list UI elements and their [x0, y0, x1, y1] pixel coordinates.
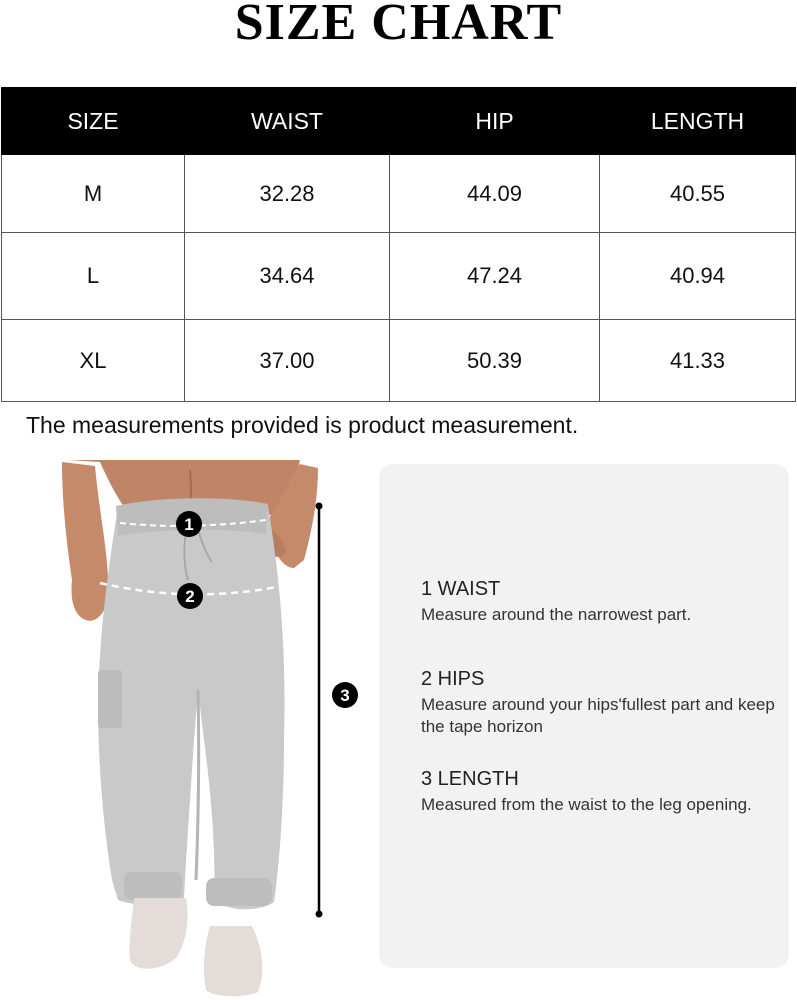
cell-waist: 34.64	[185, 233, 390, 320]
table-row	[2, 320, 796, 402]
guide-title: 2 HIPS	[421, 668, 485, 690]
cell-hip: 44.09	[390, 155, 600, 233]
left-cuff	[124, 872, 182, 900]
right-cuff	[206, 878, 272, 906]
cell-waist: 32.28	[185, 155, 390, 233]
header-hip: HIP	[390, 88, 600, 155]
marker-2-icon	[177, 583, 203, 609]
cell-size: XL	[2, 320, 185, 402]
svg-text:1: 1	[184, 515, 194, 534]
size-table	[1, 87, 796, 402]
measurement-note: The measurements provided is product measurement.	[26, 412, 579, 438]
svg-text:2: 2	[185, 587, 195, 606]
guide-title: 1 WAIST	[421, 578, 501, 600]
table-header-row	[2, 88, 796, 155]
table-row	[2, 233, 796, 320]
measurement-guide-panel	[379, 464, 789, 968]
marker-3-icon	[332, 682, 358, 708]
guide-item-hips	[421, 667, 781, 738]
guide-description: Measure around your hips'fullest part and keep the tape horizon	[421, 695, 775, 736]
header-waist: WAIST	[185, 88, 390, 155]
cargo-pocket	[98, 670, 122, 728]
header-length: LENGTH	[600, 88, 796, 155]
model-left-arm	[62, 462, 108, 621]
guide-item-waist	[421, 577, 781, 626]
guide-title: 3 LENGTH	[421, 768, 519, 790]
right-shoe	[204, 926, 262, 996]
marker-1-icon	[176, 511, 202, 537]
model-pants-illustration	[0, 460, 372, 1000]
cell-hip: 47.24	[390, 233, 600, 320]
cell-length: 41.33	[600, 320, 796, 402]
cell-size: M	[2, 155, 185, 233]
guide-description: Measured from the waist to the leg opening.	[421, 795, 752, 814]
cell-length: 40.94	[600, 233, 796, 320]
table-row	[2, 155, 796, 233]
page-title: SIZE CHART	[234, 0, 563, 51]
guide-item-length	[421, 767, 781, 816]
cell-size: L	[2, 233, 185, 320]
cell-length: 40.55	[600, 155, 796, 233]
cell-waist: 37.00	[185, 320, 390, 402]
svg-text:3: 3	[340, 686, 350, 705]
guide-description: Measure around the narrowest part.	[421, 605, 692, 624]
pants	[98, 506, 284, 909]
header-size: SIZE	[2, 88, 185, 155]
left-shoe	[129, 898, 187, 969]
cell-hip: 50.39	[390, 320, 600, 402]
